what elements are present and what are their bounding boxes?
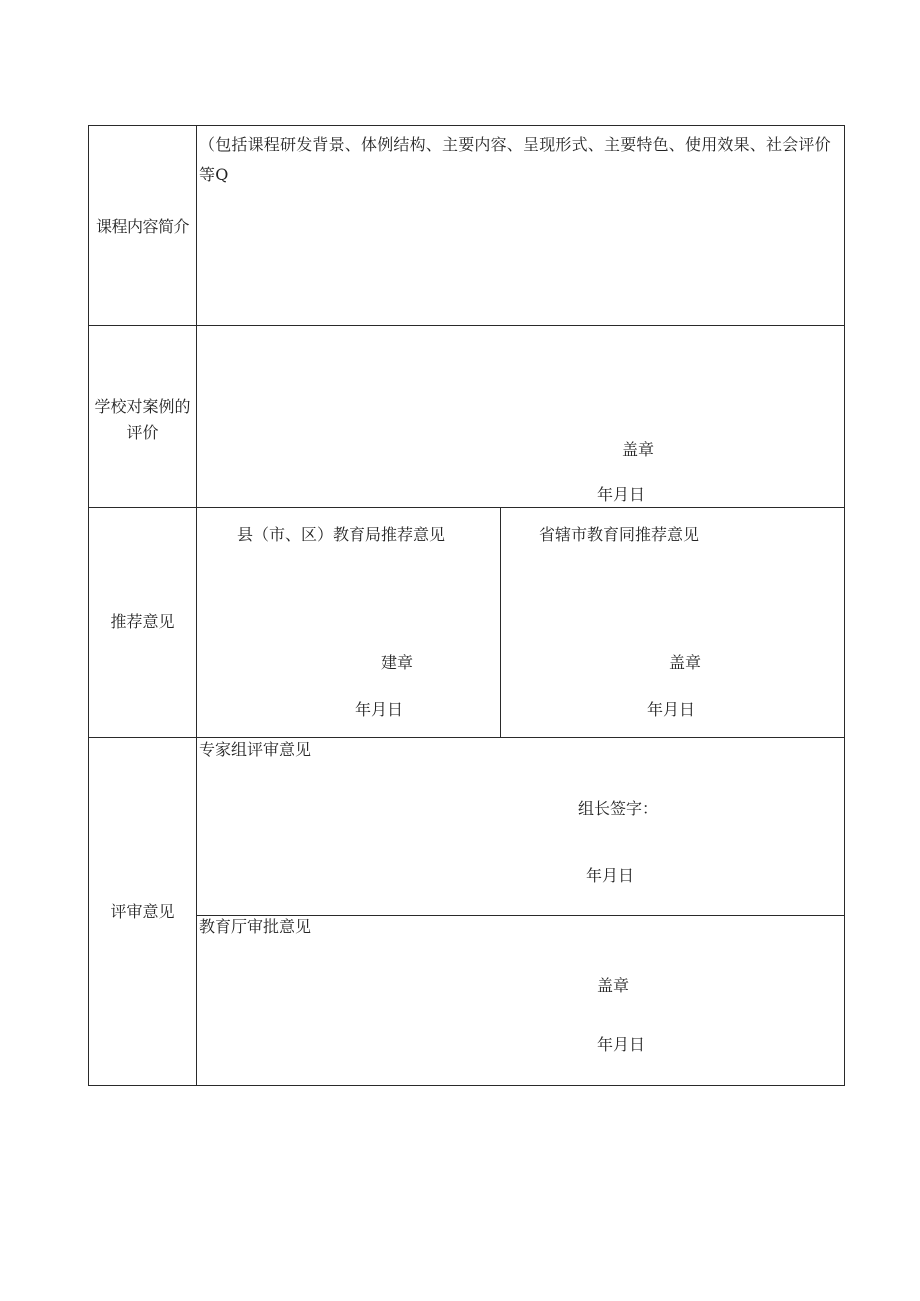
table-border-left (88, 125, 89, 1086)
school-evaluation-label-line2: 评价 (126, 423, 159, 442)
county-date: 年月日 (355, 700, 404, 719)
recommendation-column-divider (500, 507, 501, 738)
county-recommendation-title: 县（市、区）教育局推荐意见 (237, 525, 446, 544)
expert-review-title: 专家组评审意见 (199, 740, 312, 759)
county-seal: 建章 (381, 653, 414, 672)
row-divider-1 (88, 325, 845, 326)
course-intro-instructions: （包括课程研发背景、体例结构、主要内容、呈现形式、主要特色、使用效果、社会评价等Q (199, 135, 831, 184)
city-recommendation-title: 省辖市教育同推荐意见 (539, 525, 700, 544)
row-divider-2 (88, 507, 845, 508)
department-approval-title: 教育厅审批意见 (199, 917, 312, 936)
review-label: 评审意见 (110, 902, 175, 921)
expert-review-date: 年月日 (586, 866, 635, 885)
label-column-divider (196, 125, 197, 1086)
table-border-right (844, 125, 845, 1086)
city-date: 年月日 (647, 700, 696, 719)
school-evaluation-label (89, 394, 196, 446)
group-leader-signature: 组长签字： (578, 799, 659, 818)
table-border-bottom (88, 1085, 845, 1086)
city-seal: 盖章 (669, 653, 702, 672)
table-border-top (88, 125, 845, 126)
school-evaluation-label-line1: 学校对案例的 (94, 397, 191, 416)
recommendation-label: 推荐意见 (110, 612, 175, 631)
school-date: 年月日 (597, 485, 646, 504)
department-seal: 盖章 (597, 976, 630, 995)
department-date: 年月日 (597, 1035, 646, 1054)
course-intro-label: 课程内容简介 (95, 217, 189, 236)
school-seal: 盖章 (622, 440, 655, 459)
